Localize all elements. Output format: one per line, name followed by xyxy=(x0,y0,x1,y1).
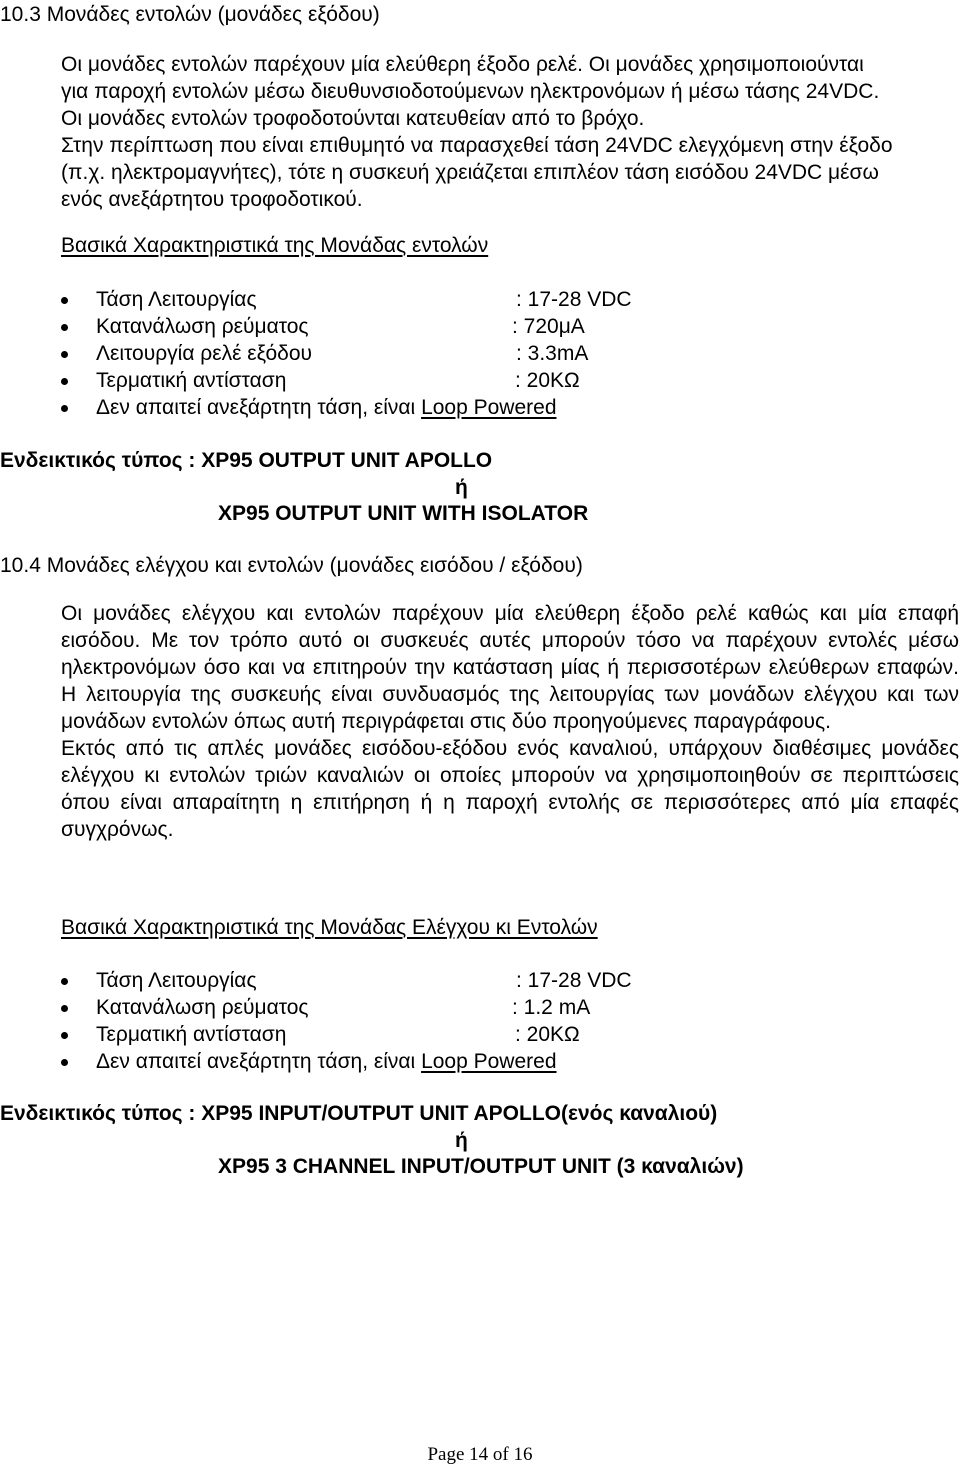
feature-label: Κατανάλωση ρεύματος xyxy=(96,996,309,1019)
type-line-output-isolator: XP95 OUTPUT UNIT WITH ISOLATOR xyxy=(218,502,589,525)
feature-value: : 20ΚΩ xyxy=(515,1023,580,1046)
feature-note xyxy=(96,1048,557,1075)
feature-label: Κατανάλωση ρεύματος xyxy=(96,315,309,338)
paragraph-line: ενός ανεξάρτητου τροφοδοτικού. xyxy=(61,188,363,211)
section-heading-10-3: 10.3 Μονάδες εντολών (μονάδες εξόδου) xyxy=(0,3,380,26)
paragraph-line: (π.χ. ηλεκτρομαγνήτες), τότε η συσκευή χρειάζεται επιπλέον τάση εισόδου 24VDC μέσω xyxy=(61,161,879,184)
note-text: Δεν απαιτεί ανεξάρτητη τάση, είναι xyxy=(96,396,422,419)
page-footer: Page 14 of 16 xyxy=(427,1444,533,1465)
section-10-4-paragraph-2: Εκτός από τις απλές μονάδες εισόδου-εξόδου ενός καναλιού, υπάρχουν διαθέσιμες μονάδες ελέγχου κι εντολών τριών καναλιών οι οποίες μπορούν να χρησιμοποιηθούν σε περιπτώσεις όπου είναι απαραίτητη η επιτήρηση ή η παροχή εντολής σε περισσότερες από μία επαφές συγχρόνως. xyxy=(61,737,959,841)
feature-value: : 17-28 VDC xyxy=(516,288,632,311)
note-text: Δεν απαιτεί ανεξάρτητη τάση, είναι xyxy=(96,1050,422,1073)
type-line-io-3ch: XP95 3 CHANNEL INPUT/OUTPUT UNIT (3 καναλιών) xyxy=(218,1155,744,1178)
features-title-output-unit: Βασικά Χαρακτηριστικά της Μονάδας εντολών xyxy=(61,234,489,257)
feature-label: Τάση Λειτουργίας xyxy=(96,288,257,311)
paragraph-line: για παροχή εντολών μέσω διευθυνσιοδοτούμενων ηλεκτρονόμων ή μέσω τάσης 24VDC. xyxy=(61,80,880,103)
section-10-4-paragraph-1: Οι μονάδες ελέγχου και εντολών παρέχουν μία ελεύθερη έξοδο ρελέ καθώς και μία επαφή εισόδου. Με τον τρόπο αυτό οι συσκευές αυτές μπορούν τόσο να παρέχουν εντολές μέσω ηλεκτρονόμων όσο και να επιτηρούν την κατάσταση μίας ή περισσοτέρων ελεύθερων επαφών. Η λειτουργία της συσκευής είναι συνδυασμός της λειτουργίας των μονάδων ελέγχου και των μονάδων εντολών όπως αυτή περιγράφεται στις δύο προηγούμενες παραγράφους. xyxy=(61,602,959,733)
paragraph-line: Οι μονάδες εντολών τροφοδοτούνται κατευθείαν από το βρόχο. xyxy=(61,107,645,130)
loop-powered-link: Loop Powered xyxy=(421,1050,557,1073)
bullet-icon xyxy=(61,351,68,358)
paragraph-line: Στην περίπτωση που είναι επιθυμητό να παρασχεθεί τάση 24VDC ελεγχόμενη στην έξοδο xyxy=(61,134,893,157)
type-or: ή xyxy=(455,476,468,499)
type-line-io: Ενδεικτικός τύπος : XP95 INPUT/OUTPUT UNIT APOLLO(ενός καναλιού) xyxy=(0,1102,718,1125)
loop-powered-link: Loop Powered xyxy=(421,396,557,419)
type-or: ή xyxy=(455,1129,468,1152)
features-title-io-unit: Βασικά Χαρακτηριστικά της Μονάδας Ελέγχου κι Εντολών xyxy=(61,916,598,939)
feature-value: : 1.2 mA xyxy=(512,996,591,1019)
bullet-icon xyxy=(61,1059,68,1066)
feature-value: : 17-28 VDC xyxy=(516,969,632,992)
feature-value: : 20ΚΩ xyxy=(515,369,580,392)
feature-label: Λειτουργία ρελέ εξόδου xyxy=(96,342,313,365)
section-10-3-paragraph xyxy=(61,51,960,213)
type-line-output: Ενδεικτικός τύπος : XP95 OUTPUT UNIT APOLLO xyxy=(0,449,493,472)
bullet-icon xyxy=(61,1005,68,1012)
feature-note xyxy=(96,394,557,421)
bullet-icon xyxy=(61,405,68,412)
paragraph-line: Οι μονάδες εντολών παρέχουν μία ελεύθερη έξοδο ρελέ. Οι μονάδες χρησιμοποιούνται xyxy=(61,53,864,76)
section-heading-10-4: 10.4 Μονάδες ελέγχου και εντολών (μονάδες εισόδου / εξόδου) xyxy=(0,554,583,577)
feature-value: : 3.3mA xyxy=(516,342,589,365)
bullet-icon xyxy=(61,978,68,985)
bullet-icon xyxy=(61,1032,68,1039)
bullet-icon xyxy=(61,297,68,304)
feature-label: Τερματική αντίσταση xyxy=(96,369,287,392)
feature-value: : 720μA xyxy=(512,315,585,338)
feature-label: Τάση Λειτουργίας xyxy=(96,969,257,992)
feature-label: Τερματική αντίσταση xyxy=(96,1023,287,1046)
bullet-icon xyxy=(61,378,68,385)
bullet-icon xyxy=(61,324,68,331)
